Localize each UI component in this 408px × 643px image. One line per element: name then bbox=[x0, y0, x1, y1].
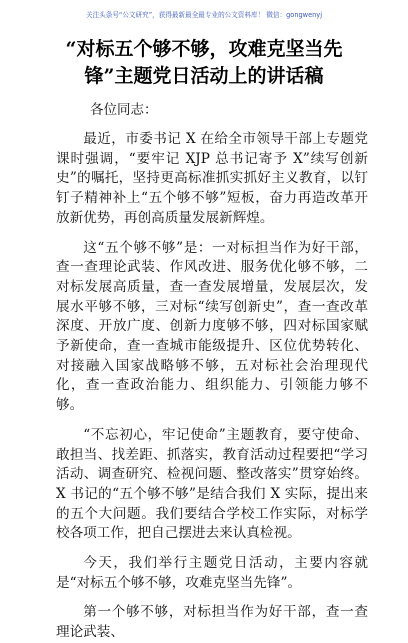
paragraph-5: 第一个够不够，对标担当作为好干部，查一查理论武装、 bbox=[56, 604, 368, 641]
paragraph-2: 这“五个够不够”是：一对标担当作为好干部，查一查理论武装、作风改进、服务优化够不够，二对标发展高质量，查一查发展增量，发展层次，发展水平够不够，三对标“续写创新史”，查一查改革深度、开放广度、创新力度够不够，四对标国家赋予新使命，查一查城市能级提升、区位优势转化、对接融入国家战略够不够，五对标社会治理现代化，查一查政治能力、组织能力、引领能力够不够。 bbox=[56, 239, 368, 414]
paragraph-1: 最近，市委书记 X 在给全市领导干部上专题党课时强调，“要牢记 XJP 总书记寄予 X”续写创新史”的嘱托，坚持更高标准抓实抓好主义教育，以钉钉子精神补上“五个够不够”短板，奋力再造改革开放新优势，再创高质量发展新辉煌。 bbox=[56, 131, 368, 226]
document-body bbox=[56, 130, 368, 643]
promo-banner: 关注头条号“公文研究”，获得最新最全最专业的公文资料库！ 微信：gongwenyj bbox=[85, 11, 323, 19]
paragraph-3: “不忘初心，牢记使命”主题教育，要守使命、敢担当、找差距、抓落实，教育活动过程要把“学习活动、调查研究、检视问题、整改落实”贯穿始终。X 书记的“五个够不够”是结合我们 X 实际，提出来的五个大问题。我们要结合学校工作实际，对标学校各项工作，把自己摆进去来认真检视。 bbox=[56, 426, 368, 542]
salutation: 各位同志： bbox=[90, 102, 158, 118]
paragraph-4: 今天，我们举行主题党日活动，主要内容就是“对标五个够不够，攻难克坚当先锋”。 bbox=[56, 555, 368, 591]
document-title: “对标五个够不够，攻难克坚当先锋”主题党日活动上的讲话稿 bbox=[65, 38, 343, 87]
